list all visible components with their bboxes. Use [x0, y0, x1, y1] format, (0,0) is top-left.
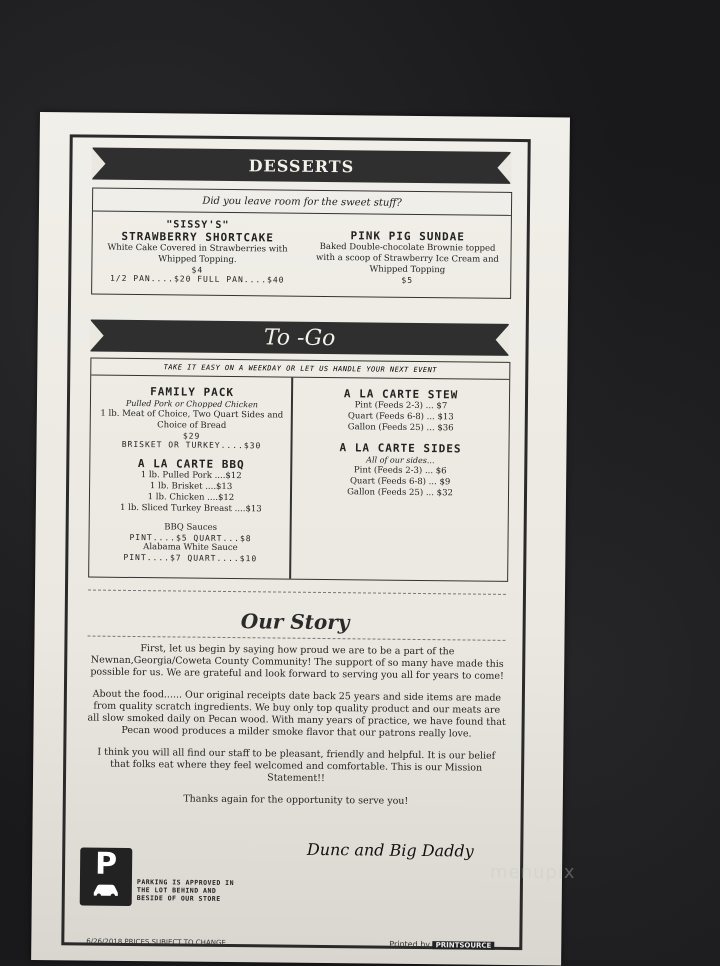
bbq-sauces-price: PINT....$5 QUART...$8 [129, 532, 252, 544]
footer-date-note: 6/26/2018 PRICES SUBJECT TO CHANGE [86, 937, 226, 947]
story-paragraph: About the food...... Our original receipts date back 25 years and side items are made from quality scratch ingredients. We buy only top quality product and our meats are all slow smoked daily on Pecan wood. With many years of practice, we have found that Pecan wood produces a milder smoke flavor that our patrons really love. [87, 688, 506, 740]
sides-title: A LA CARTE SIDES [339, 441, 462, 456]
sides-item: Quart (Feeds 6-8) ... $9 [349, 476, 451, 488]
story-divider-top [88, 590, 506, 595]
desserts-banner [92, 148, 510, 184]
family-pack-price: $29 [182, 431, 201, 441]
shortcake-title-line2: STRAWBERRY SHORTCAKE [121, 229, 274, 245]
togo-subheader: TAKE IT EASY ON A WEEKDAY OR LET US HANDLE YOUR NEXT EVENT [91, 359, 509, 380]
shortcake-desc: White Cake Covered in Strawberries with Whipped Topping. [107, 242, 288, 266]
family-pack-desc: 1 lb. Meat of Choice, Two Quart Sides and Choice of Bread [100, 408, 284, 431]
printed-by-label: Printed by [389, 939, 431, 950]
togo-column-divider [289, 378, 293, 579]
story-divider-bottom [88, 636, 506, 641]
car-icon [91, 884, 121, 898]
togo-banner-title: To -Go [263, 324, 336, 351]
sides-subtitle: All of our sides... [366, 455, 435, 466]
stew-item: Gallon (Feeds 25) ... $36 [347, 422, 454, 434]
alabama-sauce-label: Alabama White Sauce [143, 542, 238, 554]
footer-printed-by [389, 940, 494, 950]
family-pack-subtitle: Pulled Pork or Chopped Chicken [125, 398, 259, 410]
bbq-item: 1 lb. Brisket ....$13 [149, 481, 233, 493]
stew-item: Quart (Feeds 6-8) ... $13 [347, 411, 454, 423]
parking-note: PARKING IS APPROVED IN THE LOT BEHIND AND BESIDE OF OUR STORE [136, 878, 235, 903]
menu-page [31, 112, 570, 966]
menu-frame [61, 134, 530, 950]
story-body [86, 643, 508, 819]
story-title: Our Story [240, 609, 350, 635]
stew-item: Pint (Feeds 2-3) ... $7 [354, 400, 448, 412]
sides-item: Pint (Feeds 2-3) ... $6 [353, 465, 447, 477]
sides-item: Gallon (Feeds 25) ... $32 [347, 487, 453, 499]
togo-right-column [300, 387, 501, 500]
desserts-section [91, 188, 512, 299]
togo-banner [90, 320, 508, 356]
sundae-desc: Baked Double-chocolate Brownie topped with a scoop of Strawberry Ice Cream and Whipped Topping [316, 241, 499, 276]
desserts-banner-title: DESSERTS [248, 155, 355, 176]
bbq-item: 1 lb. Pulled Pork ....$12 [140, 470, 242, 482]
family-pack-upgrade: BRISKET OR TURKEY....$30 [121, 439, 262, 451]
signature: Dunc and Big Daddy [306, 839, 474, 861]
parking-letter: P [94, 846, 118, 882]
sundae-price: $5 [401, 275, 414, 285]
sundae-item [312, 229, 503, 286]
alabama-sauce-price: PINT....$7 QUART....$10 [123, 552, 258, 564]
story-paragraph: Thanks again for the opportunity to serve you! [183, 793, 409, 807]
bbq-sauces-label: BBQ Sauces [164, 522, 218, 533]
bbq-item: 1 lb. Sliced Turkey Breast ....$13 [119, 502, 262, 515]
bbq-item: 1 lb. Chicken ....$12 [147, 492, 235, 504]
story-paragraph: First, let us begin by saying how proud we are to be a part of the Newnan,Georgia/Coweta County Community! The support of so many have made this possible for us. We are grateful and look forward to serving you all for years to come! [90, 643, 504, 682]
family-pack-title: FAMILY PACK [150, 385, 235, 400]
togo-section [88, 358, 510, 582]
parking-icon [80, 847, 133, 906]
shortcake-title-line1: "SISSY'S" [166, 219, 230, 231]
shortcake-item [102, 219, 293, 285]
stew-title: A LA CARTE STEW [343, 387, 459, 402]
shortcake-price: $4 [191, 265, 204, 275]
bbq-title: A LA CARTE BBQ [137, 457, 245, 472]
shortcake-pan-prices: 1/2 PAN....$20 FULL PAN....$40 [109, 273, 285, 285]
menupix-watermark: menupix [490, 862, 576, 883]
printer-logo: PRINTSOURCE [433, 941, 495, 950]
story-paragraph: I think you will all find our staff to be pleasant, friendly and helpful. It is our belief that folks eat where they feel welcomed and comfortable. This is our Mission Statement!! [97, 746, 496, 785]
togo-left-column [95, 385, 287, 564]
sundae-title: PINK PIG SUNDAE [350, 229, 465, 244]
desserts-subheader: Did you leave room for the sweet stuff? [93, 189, 511, 216]
